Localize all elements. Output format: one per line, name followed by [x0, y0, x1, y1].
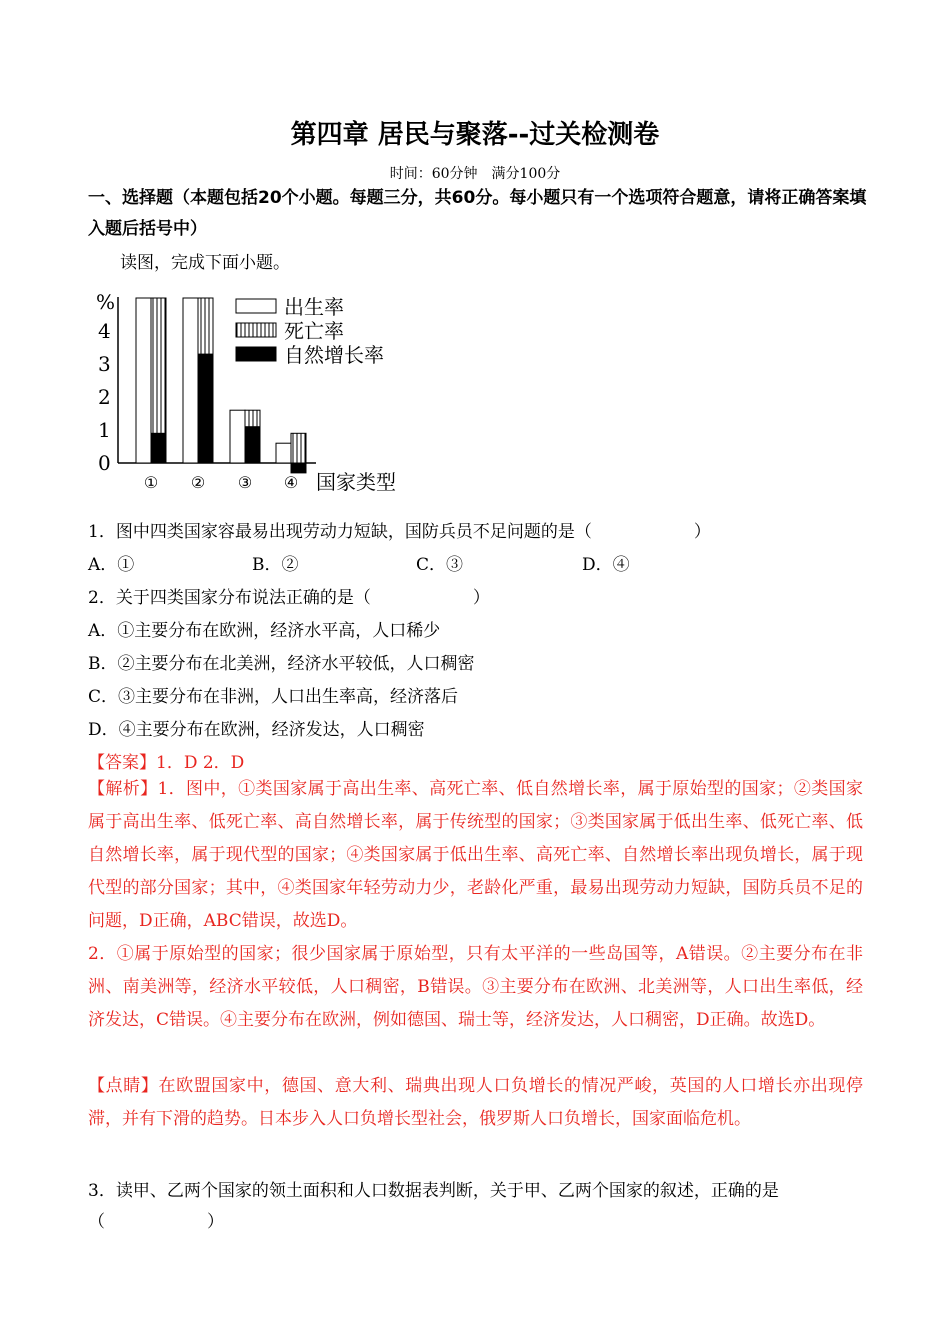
legend-label: 死亡率: [284, 319, 344, 343]
q1-option-d: D．④: [582, 555, 630, 575]
population-chart: [88, 285, 428, 500]
exam-time-info: 时间：60分钟 满分100分: [389, 166, 561, 182]
legend-swatch: [236, 299, 276, 313]
page-title: 第四章 居民与聚落--过关检测卷: [290, 120, 660, 150]
q2-stem: 2．关于四类国家分布说法正确的是（ ）: [88, 588, 490, 608]
answer-text: 【答案】1．D 2．D: [88, 753, 245, 773]
intro-text: 读图，完成下面小题。: [120, 253, 290, 273]
y-tick-label: 2: [98, 385, 111, 409]
death-rate-bar: [151, 298, 166, 433]
tip-text: 【点睛】在欧盟国家中，德国、意大利、瑞典出现人口负增长的情况严峻，英国的人口增长亦出现停滞，并有下滑的趋势。日本步入人口负增长型社会，俄罗斯人口负增长，国家面临危机。: [88, 1076, 863, 1129]
q1-option-c: C．③: [416, 555, 464, 575]
legend-label: 出生率: [284, 295, 344, 319]
category-label: ①: [143, 473, 159, 492]
q3-stem: 3．读甲、乙两个国家的领土面积和人口数据表判断，关于甲、乙两个国家的叙述，正确的是: [88, 1181, 779, 1201]
death-rate-bar: [245, 410, 260, 427]
category-label: ④: [283, 473, 299, 492]
q2-option-a: A．①主要分布在欧洲，经济水平高，人口稀少: [88, 621, 441, 641]
birth-rate-bar: [230, 410, 245, 463]
y-tick-label: 3: [98, 352, 111, 376]
q1-stem: 1．图中四类国家容最易出现劳动力短缺，国防兵员不足问题的是（ ）: [88, 522, 711, 542]
chart-plot-area: [96, 290, 396, 494]
category-label: ②: [190, 473, 206, 492]
q3-blank: （ ）: [88, 1212, 224, 1232]
x-axis-label: 国家类型: [316, 470, 396, 494]
y-tick-label: 0: [98, 451, 111, 475]
y-axis-unit: %: [96, 290, 116, 314]
analysis-1: 【解析】1．图中，①类国家属于高出生率、高死亡率、低自然增长率，属于原始型的国家；②类国家属于高出生率、低死亡率、高自然增长率，属于传统型的国家；③类国家属于低出生率、低死亡率、低自然增长率，属于现代型的国家；④类国家属于低出生率、高死亡率、自然增长率出现负增长，属于现代型的部分国家；其中，④类国家年轻劳动力少，老龄化严重，最易出现劳动力短缺，国防兵员不足的问题，D正确，ABC错误，故选D。: [88, 779, 863, 931]
y-tick-label: 1: [98, 418, 111, 442]
y-tick-label: 4: [98, 319, 111, 343]
birth-rate-bar: [136, 298, 151, 463]
section-heading: 一、选择题（本题包括20个小题。每题三分，共60分。每小题只有一个选项符合题意，请将正确答案填入题后括号中）: [88, 188, 867, 239]
legend-swatch: [236, 347, 276, 361]
natural-growth-bar: [198, 354, 213, 463]
legend-swatch: [236, 323, 276, 337]
natural-growth-bar: [291, 463, 306, 473]
q2-option-b: B．②主要分布在北美洲，经济水平较低，人口稠密: [88, 654, 475, 674]
q2-option-d: D．④主要分布在欧洲，经济发达，人口稠密: [88, 720, 425, 740]
q1-option-b: B．②: [252, 555, 299, 575]
birth-rate-bar: [276, 443, 291, 463]
category-label: ③: [237, 473, 253, 492]
death-rate-bar: [291, 433, 306, 463]
death-rate-bar: [198, 298, 213, 354]
analysis-2: 2．①属于原始型的国家；很少国家属于原始型，只有太平洋的一些岛国等，A错误。②主要分布在非洲、南美洲等，经济水平较低，人口稠密，B错误。③主要分布在欧洲、北美洲等，人口出生率低，经济发达，C错误。④主要分布在欧洲，例如德国、瑞士等，经济发达，人口稠密，D正确。故选D。: [88, 944, 863, 1030]
birth-rate-bar: [183, 298, 198, 463]
q1-option-a: A．①: [88, 555, 135, 575]
natural-growth-bar: [245, 427, 260, 463]
legend-label: 自然增长率: [284, 343, 384, 367]
q2-option-c: C．③主要分布在非洲，人口出生率高，经济落后: [88, 687, 459, 707]
natural-growth-bar: [151, 433, 166, 463]
